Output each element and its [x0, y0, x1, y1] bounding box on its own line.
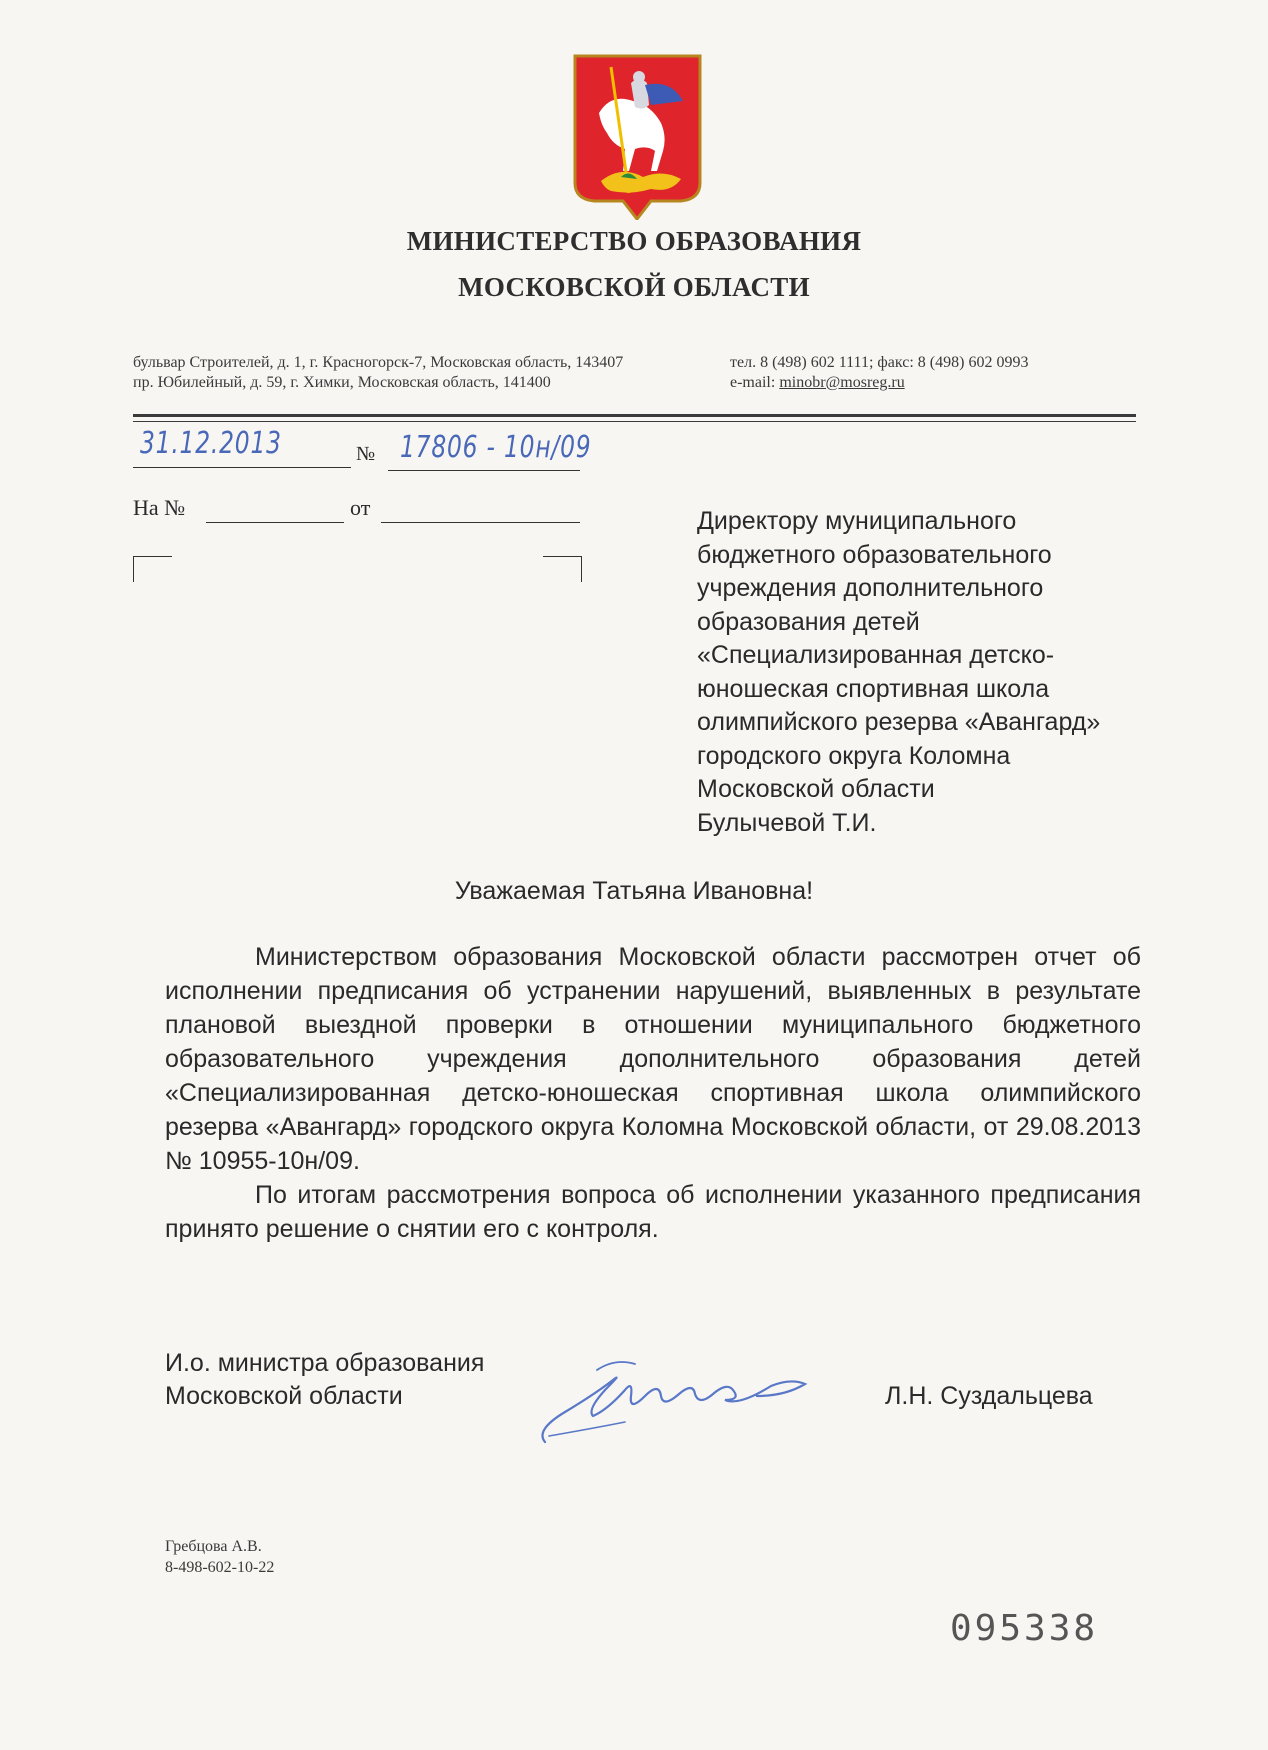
position-line: И.о. министра образования: [165, 1349, 485, 1377]
email-line: [730, 374, 905, 392]
subject-corner-left: [133, 556, 172, 582]
paragraph: По итогам рассмотрения вопроса об исполнении указанного предписания принято решение о снятии его с контроля.: [165, 1181, 1141, 1243]
addressee-line: Московской области: [697, 775, 935, 803]
handwritten-signature-icon: [535, 1350, 815, 1450]
subject-corner-right: [543, 556, 582, 582]
addressee-line: олимпийского резерва «Авангард»: [697, 708, 1101, 736]
executor-block: [165, 1536, 274, 1578]
addressee-line: городского округа Коломна: [697, 741, 1011, 770]
addressee-line: Булычевой Т.И.: [697, 808, 877, 837]
address-line2: пр. Юбилейный, д. 59, г. Химки, Московская область, 141400: [133, 374, 551, 391]
addressee-line: юношеская спортивная школа: [697, 674, 1050, 703]
reply-number-line: [206, 522, 344, 523]
date-underline: [133, 467, 351, 468]
header-rule-thin: [133, 421, 1136, 422]
paragraph: Министерством образования Московской области рассмотрен отчет об исполнении предписания об устранении нарушений, выявленных в результате плановой выездной проверки в отношении муниципального бюджетного образовательного учреждения дополнительного образования детей «Специализированная детско-юношеская спортивная школа олимпийского резерва «Авангард» городского округа Коломна Московской области, от 29.08.2013 № 10955-10н/09.: [165, 943, 1141, 1175]
position-line: Московской области: [165, 1382, 403, 1410]
coat-of-arms-icon: [571, 53, 704, 220]
addressee-line: учреждения дополнительного: [697, 574, 1044, 602]
reply-date-line: [381, 522, 580, 523]
executor-name: Гребцова А.В.: [165, 1538, 262, 1555]
registration-date: 31.12.2013: [140, 426, 282, 461]
address-line1: бульвар Строителей, д. 1, г. Красногорск-7, Московская область, 143407: [133, 354, 624, 371]
email-label: e-mail:: [730, 374, 780, 391]
email-link[interactable]: minobr@mosreg.ru: [779, 374, 905, 391]
registration-number: 17806 - 10н/09: [400, 430, 592, 465]
form-serial-number: 095338: [950, 1608, 1099, 1649]
greeting: Уважаемая Татьяна Ивановна!: [454, 877, 814, 905]
executor-phone: 8-498-602-10-22: [165, 1559, 275, 1576]
addressee-line: образования детей: [697, 607, 920, 636]
reply-from-label: от: [350, 495, 371, 520]
reply-to-label: На №: [133, 495, 186, 520]
ministry-title-line1: МИНИСТЕРСТВО ОБРАЗОВАНИЯ: [406, 226, 862, 256]
phone-fax: тел. 8 (498) 602 1111; факс: 8 (498) 602 0993: [730, 354, 1029, 371]
addressee-line: Директору муниципального: [697, 507, 1017, 535]
addressee-line: бюджетного образовательного: [697, 540, 1052, 569]
header-rule-thick: [133, 414, 1136, 417]
addressee-block: [697, 505, 1167, 840]
letter-body: [165, 940, 1141, 1246]
signatory-position: [165, 1347, 484, 1413]
number-sign: №: [356, 443, 376, 465]
number-underline: [388, 470, 580, 471]
signatory-name: Л.Н. Суздальцева: [885, 1382, 1093, 1410]
ministry-title-line2: МОСКОВСКОЙ ОБЛАСТИ: [458, 272, 810, 302]
addressee-line: «Специализированная детско-: [697, 641, 1055, 669]
